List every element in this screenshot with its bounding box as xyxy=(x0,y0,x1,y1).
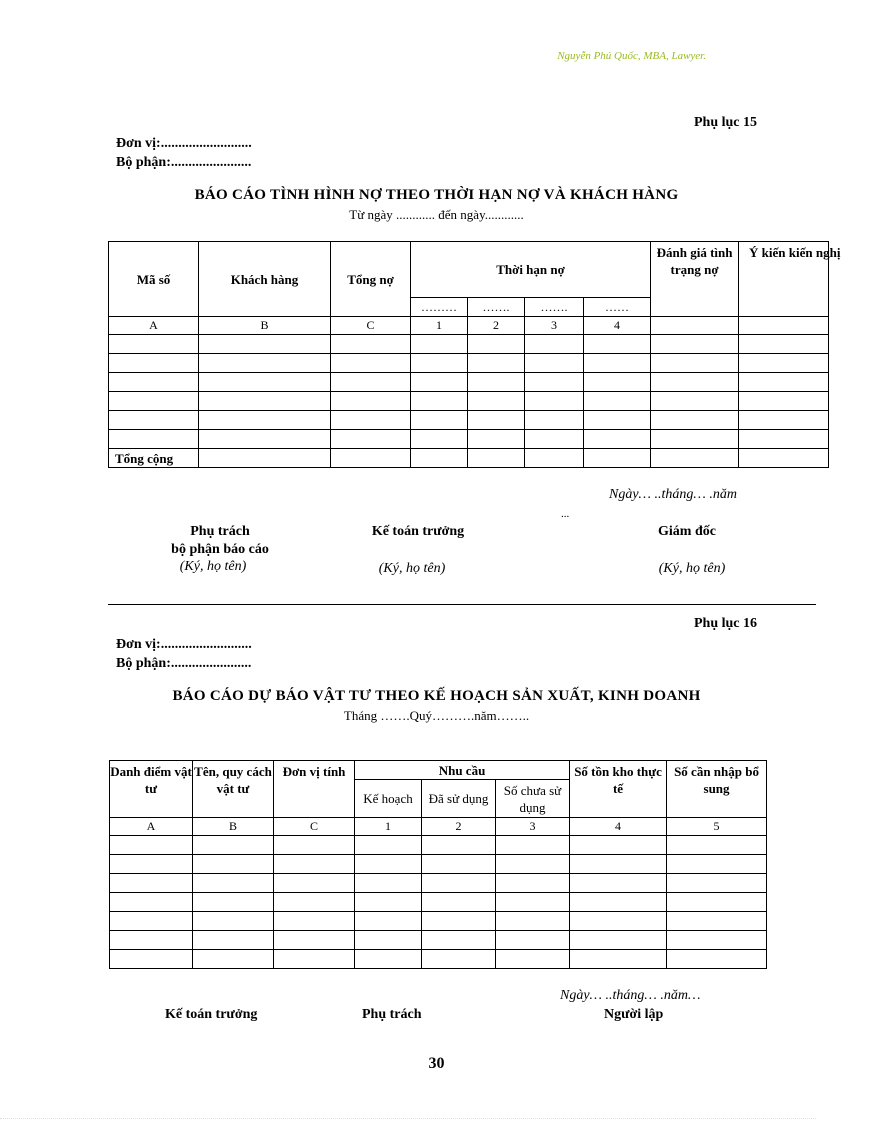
code-1: 1 xyxy=(355,818,422,836)
signer-chief-accountant xyxy=(348,524,488,577)
header-total: Tổng nợ xyxy=(331,242,411,317)
term-col-2: ……. xyxy=(468,298,525,317)
unit-field-15 xyxy=(116,134,252,172)
term-col-3: ……. xyxy=(525,298,584,317)
page-number: 30 xyxy=(428,1055,445,1072)
appendix-15-label: Phụ lục 15 xyxy=(693,115,757,130)
date-line-16: Ngày… ..tháng… .năm… xyxy=(560,988,701,1003)
header-unit: Đơn vị tính xyxy=(274,761,355,818)
header-used: Đã sử dụng xyxy=(422,780,496,818)
header-stock: Số tồn kho thực tế xyxy=(570,761,667,818)
header-demand: Nhu cầu xyxy=(355,761,570,780)
table-row xyxy=(109,392,829,411)
table-row xyxy=(109,411,829,430)
materials-table xyxy=(109,760,767,969)
table-row xyxy=(110,855,767,874)
unit-field-16 xyxy=(116,635,252,673)
signer-manager-16: Phụ trách xyxy=(362,1007,422,1022)
table-row xyxy=(110,931,767,950)
signer-title: Giám đốc xyxy=(658,524,716,539)
header-plan: Kế hoạch xyxy=(355,780,422,818)
signer-title-2: bộ phận báo cáo xyxy=(171,542,269,557)
total-row-label: Tổng cộng xyxy=(109,449,199,468)
form16-subtitle: Tháng …….Quý……….năm…….. xyxy=(343,708,530,723)
unit-line: Đơn vị:.......................... xyxy=(116,637,252,652)
header-note: Nguyễn Phú Quốc, MBA, Lawyer. xyxy=(557,50,706,62)
dept-line: Bộ phận:....................... xyxy=(116,155,252,170)
form16-title: BÁO CÁO DỰ BÁO VẬT TƯ THEO KẾ HOẠCH SẢN XUẤT, KINH DOANH xyxy=(172,688,701,704)
date-line-15: Ngày… ..tháng… .năm xyxy=(609,487,737,502)
code-c: C xyxy=(331,317,411,335)
code-5: 5 xyxy=(667,818,767,836)
debt-table xyxy=(108,241,841,468)
total-row xyxy=(109,449,829,468)
code-a: A xyxy=(110,818,193,836)
signer-title: Kế toán trưởng xyxy=(371,524,465,539)
code-3: 3 xyxy=(525,317,584,335)
appendix-16-label: Phụ lục 16 xyxy=(693,616,757,631)
signer-dept-head xyxy=(150,524,290,575)
section-divider xyxy=(108,604,816,605)
table-row xyxy=(110,874,767,893)
signer-sub: (Ký, họ tên) xyxy=(378,561,446,576)
form15-subtitle: Từ ngày ............ đến ngày............ xyxy=(349,207,524,222)
code-b: B xyxy=(199,317,331,335)
signer-chief-accountant-16: Kế toán trưởng xyxy=(165,1007,258,1022)
code-3: 3 xyxy=(496,818,570,836)
code-c: C xyxy=(274,818,355,836)
code-4: 4 xyxy=(584,317,651,335)
signer-title: Phụ trách xyxy=(190,524,250,539)
code-a: A xyxy=(109,317,199,335)
table-row xyxy=(110,893,767,912)
header-assess: Đánh giá tình trạng nợ xyxy=(651,242,739,317)
signer-director xyxy=(622,524,762,577)
table-row xyxy=(110,950,767,969)
unit-line: Đơn vị:.......................... xyxy=(116,136,252,151)
header-unused: Số chưa sử dụng xyxy=(496,780,570,818)
date-dots-15: ... xyxy=(561,508,570,520)
table-row xyxy=(110,912,767,931)
code-b: B xyxy=(193,818,274,836)
code-1: 1 xyxy=(411,317,468,335)
term-col-1: ……… xyxy=(411,298,468,317)
signer-sub: (Ký, họ tên) xyxy=(658,561,726,576)
table-row xyxy=(109,335,829,354)
form15-title: BÁO CÁO TÌNH HÌNH NỢ THEO THỜI HẠN NỢ VÀ KHÁCH HÀNG xyxy=(194,187,679,203)
table-row xyxy=(109,430,829,449)
table-row xyxy=(110,836,767,855)
header-term: Thời hạn nợ xyxy=(411,242,651,298)
header-item: Danh điểm vật tư xyxy=(110,761,193,818)
header-opinion: Ý kiến kiến nghị xyxy=(739,242,829,317)
code-2: 2 xyxy=(422,818,496,836)
dept-line: Bộ phận:....................... xyxy=(116,656,252,671)
header-code: Mã số xyxy=(109,242,199,317)
header-customer: Khách hàng xyxy=(199,242,331,317)
code-2: 2 xyxy=(468,317,525,335)
table-row xyxy=(109,373,829,392)
page-footer-line xyxy=(0,1118,816,1119)
signer-sub: (Ký, họ tên) xyxy=(179,559,247,574)
header-need: Số cần nhập bổ sung xyxy=(667,761,767,818)
signer-preparer-16: Người lập xyxy=(604,1007,664,1022)
header-spec: Tên, quy cách vật tư xyxy=(193,761,274,818)
table-row xyxy=(109,354,829,373)
code-4: 4 xyxy=(570,818,667,836)
term-col-4: …… xyxy=(584,298,651,317)
